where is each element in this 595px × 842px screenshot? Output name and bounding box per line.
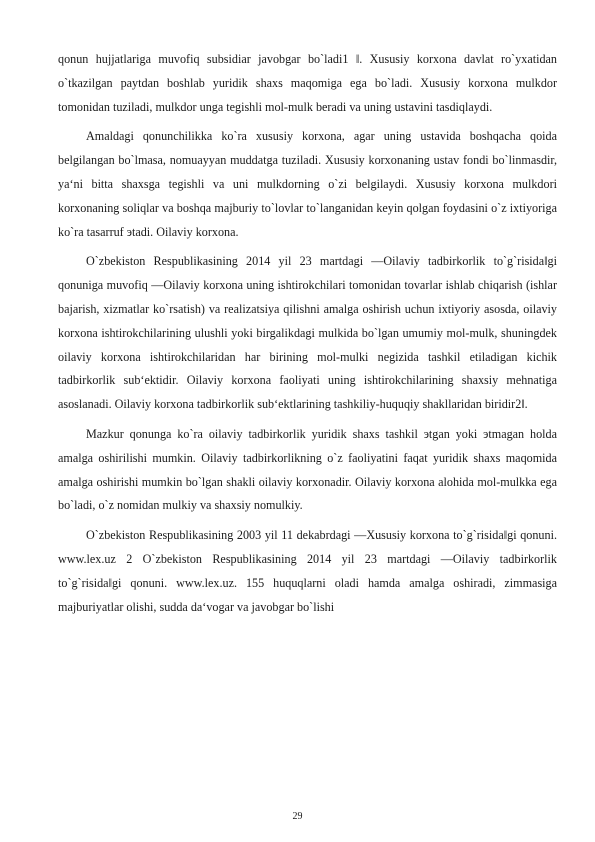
paragraph-1: qonun hujjatlariga muvofiq subsidiar javobgar bo`ladi1 ‖. Xususiy korxona davlat ro`yxatidan o`tkazilgan paytdan boshlab yuridik shaxs maqomiga ega bo`ladi. Xususiy korxona mulkdor tomonidan tuziladi, mulkdor unga tegishli mol-mulk beradi va uning ustavini tasdiqlaydi. [58,52,557,114]
document-page [58,48,557,619]
page-number: 29 [292,811,303,822]
paragraph-2: Amaldagi qonunchilikka ko`ra xususiy korxona, agar uning ustavida boshqacha qoida belgilangan bo`lmasa, nomuayyan muddatga tuziladi. Xususiy korxonaning ustav fondi bo`linmasdir, yaʻni bitta shaxsga tegishli va uni mulkdorning o`zi belgilaydi. Xususiy korxona mulkdori korxonaning soliqlar va boshqa majburiy to`lovlar to`langanidan keyin qolgan foydasini o`z ixtiyoriga ko`ra tasarruf эtadi. Oilaviy korxona. [58,129,557,239]
paragraph-4: Mazkur qonunga ko`ra oilaviy tadbirkorlik yuridik shaxs tashkil эtgan yoki эtmagan holda amalga oshirilishi mumkin. Oilaviy tadbirkorlikning o`z faoliyatini faqat yuridik shaxs maqomida amalga oshirishi mumkin bo`lgan shakli oilaviy korxonadir. Oilaviy korxona alohida mol-mulkka ega bo`ladi, o`z nomidan mulkiy va shaxsiy nomulkiy. [58,426,557,513]
paragraph-3: O`zbekiston Respublikasining 2014 yil 23 martdagi ―Oilaviy tadbirkorlik to`g`risida‖gi qonuniga muvofiq ―Oilaviy korxona uning ishtirokchilari tomonidan tovarlar ishlab chiqarish (ishlar bajarish, xizmatlar ko`rsatish) va realizatsiya qilishni amalga oshirish uchun ixtiyoriy asosda, oilaviy korxona ishtirokchilarining ulushli yoki birgalikdagi mulkida bo`lgan umumiy mol-mulk, shuningdek oilaviy korxona ishtirokchilaridan har birining mol-mulki negizida tashkil etiladigan kichik tadbirkorlik subʻektidir. Oilaviy korxona faoliyati uning ishtirokchilarining shaxsiy mehnatiga asoslanadi. Oilaviy korxona tadbirkorlik subʻektlarining tashkiliy-huquqiy shakllaridan biridir2‖. [58,254,557,412]
paragraph-5: O`zbekiston Respublikasining 2003 yil 11 dekabrdagi ―Xususiy korxona to`g`risida‖gi qonuni. www.lex.uz 2 O`zbekiston Respublikasining 2014 yil 23 martdagi ―Oilaviy tadbirkorlik to`g`risida‖gi qonuni. www.lex.uz. 155 huquqlarni oladi hamda amalga oshiradi, zimmasiga majburiyatlar olishi, sudda daʻvogar va javobgar bo`lishi [58,528,557,614]
